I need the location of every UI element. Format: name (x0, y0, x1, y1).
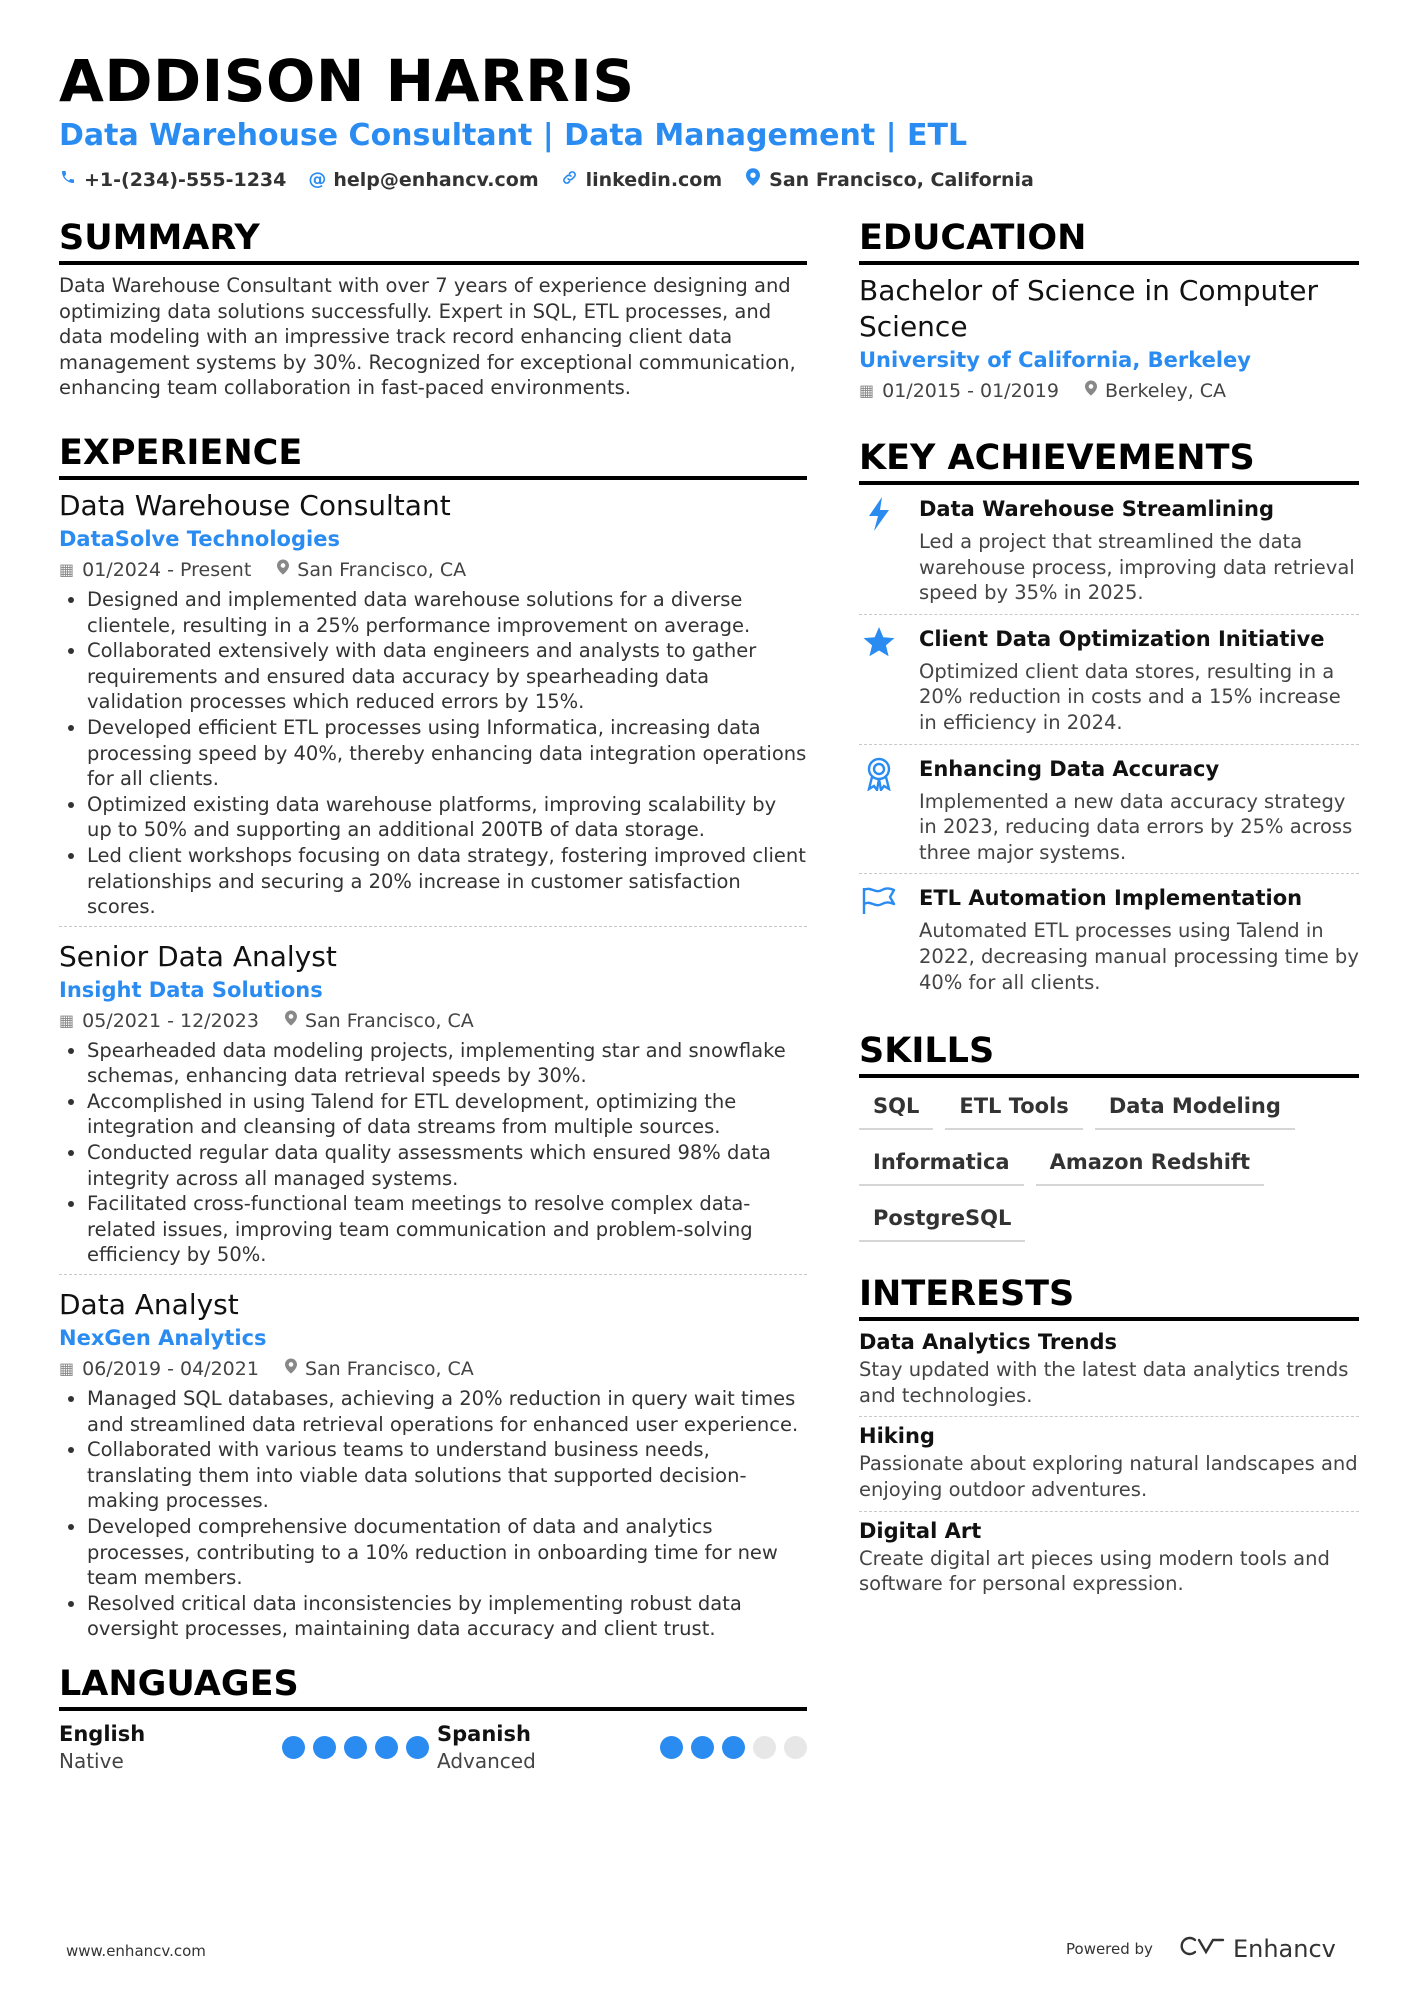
link-icon (561, 169, 579, 191)
job-bullet: • Designed and implemented data warehouse solutions for a diverse clientele, resulting in a 25% performance improvement on average. (87, 587, 807, 638)
job-meta (59, 1354, 807, 1384)
rating-dot-empty (784, 1736, 807, 1759)
language-rating (282, 1736, 429, 1759)
interest-item (859, 1323, 1359, 1417)
rating-dot-filled (282, 1736, 305, 1759)
job-bullet: • Collaborated extensively with data engineers and analysts to gather requirements and ensured data accuracy by spearheading data validation processes which reduced errors by 15%. (87, 638, 807, 715)
job-location-text: San Francisco, CA (297, 558, 467, 581)
interest-title: Data Analytics Trends (859, 1330, 1117, 1355)
achievement-body (919, 884, 1359, 995)
candidate-name: ADDISON HARRIS (59, 47, 635, 115)
company-name: DataSolve Technologies (59, 526, 340, 551)
job-bullet: • Conducted regular data quality assessments which ensured 98% data integrity across all managed systems. (87, 1140, 807, 1191)
job-bullets (59, 1386, 807, 1642)
language-rating (660, 1736, 807, 1759)
language-item (437, 1721, 807, 1775)
languages-list (59, 1721, 807, 1775)
school-name: University of California, Berkeley (859, 348, 1251, 372)
job-bullet: • Accomplished in using Talend for ETL development, optimizing the integration and cleansing of data streams from multiple sources. (87, 1089, 807, 1140)
summary-text: Data Warehouse Consultant with over 7 years of experience designing and optimizing data solutions successfully. Expert in SQL, ETL processes, and data modeling with an impressive track record enhancing client data management systems by 30%. Recognized for exceptional communication, enhancing team collaboration in fast-paced environments. (59, 274, 796, 400)
job-entry (59, 1287, 807, 1648)
footer-brand (1066, 1934, 1336, 1964)
enhancv-logo-icon (1179, 1934, 1225, 1964)
job-location (285, 1006, 474, 1036)
achievement-desc: Optimized client data stores, resulting in a 20% reduction in costs and a 15% increase in efficiency in 2024. (919, 659, 1341, 734)
language-text (59, 1721, 145, 1775)
rating-dot-filled (406, 1736, 429, 1759)
enhancv-logo-text: Enhancv (1232, 1935, 1336, 1963)
education-heading: EDUCATION (859, 216, 1359, 265)
job-bullet: • Resolved critical data inconsistencies by implementing robust data oversight processes, maintaining data accuracy and client trust. (87, 1591, 807, 1642)
location-icon (285, 1006, 297, 1036)
job-location (285, 1354, 474, 1384)
job-dates-text: 01/2024 - Present (82, 558, 252, 581)
enhancv-logo[interactable] (1179, 1934, 1336, 1964)
job-bullets (59, 1038, 807, 1268)
job-meta (59, 555, 807, 585)
powered-by-label: Powered by (1066, 1940, 1153, 1958)
job-bullet: • Led client workshops focusing on data strategy, fostering improved client relationships and securing a 20% increase in customer satisfaction scores. (87, 843, 807, 920)
job-entry (59, 939, 807, 1275)
job-dates-text: 06/2019 - 04/2021 (82, 1358, 259, 1381)
lightning-icon (859, 495, 899, 606)
achievement-desc: Implemented a new data accuracy strategy in 2023, reducing data errors by 25% across three major systems. (919, 789, 1353, 864)
resume-header (59, 48, 1359, 191)
interest-desc: Create digital art pieces using modern tools and software for personal expression. (859, 1546, 1330, 1596)
job-bullet: • Developed efficient ETL processes using Informatica, increasing data processing speed by 40%, thereby enhancing data integration operations for all clients. (87, 715, 807, 792)
skills-section (859, 1029, 1359, 1242)
rating-dot-empty (753, 1736, 776, 1759)
experience-heading: EXPERIENCE (59, 431, 807, 480)
job-bullet: • Optimized existing data warehouse platforms, improving scalability by up to 50% and supporting an additional 200TB of data storage. (87, 792, 807, 843)
calendar-icon: ▦ (59, 559, 75, 579)
language-level: Native (59, 1748, 124, 1773)
skills-list (859, 1086, 1359, 1242)
education-dates (859, 376, 1059, 406)
job-location (277, 555, 466, 585)
summary-heading: SUMMARY (59, 216, 807, 265)
rating-dot-filled (344, 1736, 367, 1759)
education-section (859, 216, 1359, 406)
skill-tag: Amazon Redshift (1036, 1142, 1264, 1186)
language-text (437, 1721, 536, 1775)
job-bullet: • Collaborated with various teams to understand business needs, translating them into viable data solutions that supported decision-making processes. (87, 1437, 807, 1514)
achievement-item (859, 745, 1359, 875)
left-column (59, 216, 807, 1775)
education-location-text: Berkeley, CA (1104, 380, 1227, 402)
calendar-icon: ▦ (59, 1359, 75, 1379)
interest-item (859, 1417, 1359, 1511)
job-bullet: • Spearheaded data modeling projects, implementing star and snowflake schemas, enhancing data retrieval speeds by 30%. (87, 1038, 807, 1089)
contact-bar (59, 168, 1359, 191)
job-location-text: San Francisco, CA (304, 1009, 474, 1032)
skill-tag: SQL (859, 1086, 933, 1130)
job-entry (59, 488, 807, 927)
job-dates-text: 05/2021 - 12/2023 (82, 1009, 259, 1032)
languages-heading: LANGUAGES (59, 1662, 807, 1711)
achievement-item (859, 485, 1359, 615)
interest-desc: Passionate about exploring natural landscapes and enjoying outdoor adventures. (859, 1452, 1358, 1501)
rating-dot-filled (691, 1736, 714, 1759)
contact-linkedin-text: linkedin.com (585, 168, 723, 191)
contact-email[interactable] (308, 168, 538, 191)
job-dates (59, 1354, 259, 1384)
interest-item (859, 1512, 1359, 1605)
rating-dot-filled (660, 1736, 683, 1759)
star-icon (859, 625, 899, 736)
company-name: NexGen Analytics (59, 1326, 267, 1351)
achievement-title: ETL Automation Implementation (919, 886, 1303, 911)
skill-tag: Informatica (859, 1142, 1024, 1186)
contact-phone (59, 168, 286, 191)
achievement-body (919, 495, 1359, 606)
achievement-body (919, 625, 1359, 736)
job-bullets (59, 587, 807, 920)
interests-heading: INTERESTS (859, 1272, 1359, 1321)
achievements-section (859, 436, 1359, 1003)
job-title: Senior Data Analyst (59, 939, 337, 973)
interests-section (859, 1272, 1359, 1605)
location-icon (744, 168, 762, 191)
job-dates (59, 1006, 259, 1036)
achievement-title: Data Warehouse Streamlining (919, 497, 1275, 521)
rating-dot-filled (375, 1736, 398, 1759)
at-icon: @ (308, 169, 327, 190)
rating-dot-filled (722, 1736, 745, 1759)
job-bullet: • Managed SQL databases, achieving a 20% reduction in query wait times and streamlined data retrieval operations for enhanced user experience. (87, 1386, 807, 1437)
interest-title: Hiking (859, 1424, 935, 1449)
achievement-title: Client Data Optimization Initiative (919, 626, 1325, 651)
summary-section (59, 216, 807, 401)
contact-location (744, 168, 1034, 191)
job-title: Data Warehouse Consultant (59, 488, 451, 522)
candidate-title: Data Warehouse Consultant | Data Management | ETL (59, 118, 968, 153)
achievement-item (859, 615, 1359, 745)
language-item (59, 1721, 429, 1775)
interest-title: Digital Art (859, 1518, 982, 1543)
experience-section (59, 431, 807, 1648)
achievement-title: Enhancing Data Accuracy (919, 756, 1220, 781)
company-name: Insight Data Solutions (59, 977, 323, 1002)
calendar-icon: ▦ (859, 381, 875, 400)
interest-desc: Stay updated with the latest data analytics trends and technologies. (859, 1358, 1349, 1407)
achievement-item (859, 874, 1359, 1003)
job-bullet: • Facilitated cross-functional team meetings to resolve complex data-related issues, improving team communication and problem-solving efficiency by 50%. (87, 1191, 807, 1268)
achievement-desc: Automated ETL processes using Talend in 2022, decreasing manual processing time by 40% for all clients. (919, 919, 1359, 994)
job-location-text: San Francisco, CA (304, 1358, 474, 1381)
award-icon (859, 755, 899, 866)
calendar-icon: ▦ (59, 1010, 75, 1030)
job-dates (59, 555, 251, 585)
education-dates-text: 01/2015 - 01/2019 (882, 380, 1059, 402)
language-name: Spanish (437, 1721, 531, 1746)
contact-location-text: San Francisco, California (769, 168, 1034, 191)
contact-email-text: help@enhancv.com (333, 168, 539, 191)
achievements-heading: KEY ACHIEVEMENTS (859, 436, 1359, 485)
skill-tag: Data Modeling (1095, 1086, 1295, 1130)
location-icon (277, 555, 289, 585)
job-bullet: • Developed comprehensive documentation of data and analytics processes, contributing to a 10% reduction in onboarding time for new team members. (87, 1514, 807, 1591)
contact-linkedin[interactable] (561, 168, 723, 191)
education-meta (859, 376, 1359, 406)
achievement-desc: Led a project that streamlined the data warehouse process, improving data retrieval speed by 35% in 2025. (919, 530, 1355, 605)
job-meta (59, 1006, 807, 1036)
location-icon (285, 1354, 297, 1384)
skill-tag: PostgreSQL (859, 1198, 1025, 1242)
language-name: English (59, 1721, 146, 1746)
flag-icon (859, 884, 899, 995)
phone-icon (59, 169, 77, 190)
education-location (1085, 376, 1226, 406)
skill-tag: ETL Tools (945, 1086, 1082, 1130)
languages-section (59, 1662, 807, 1775)
job-title: Data Analyst (59, 1288, 239, 1322)
skills-heading: SKILLS (859, 1029, 1359, 1078)
language-level: Advanced (437, 1748, 536, 1773)
achievement-body (919, 755, 1359, 866)
rating-dot-filled (313, 1736, 336, 1759)
contact-phone-text: +1-(234)-555-1234 (84, 168, 287, 191)
footer-website[interactable]: www.enhancv.com (66, 1942, 206, 1960)
degree-title: Bachelor of Science in Computer Science (859, 274, 1319, 343)
right-column (859, 216, 1359, 1605)
location-icon (1085, 376, 1097, 406)
